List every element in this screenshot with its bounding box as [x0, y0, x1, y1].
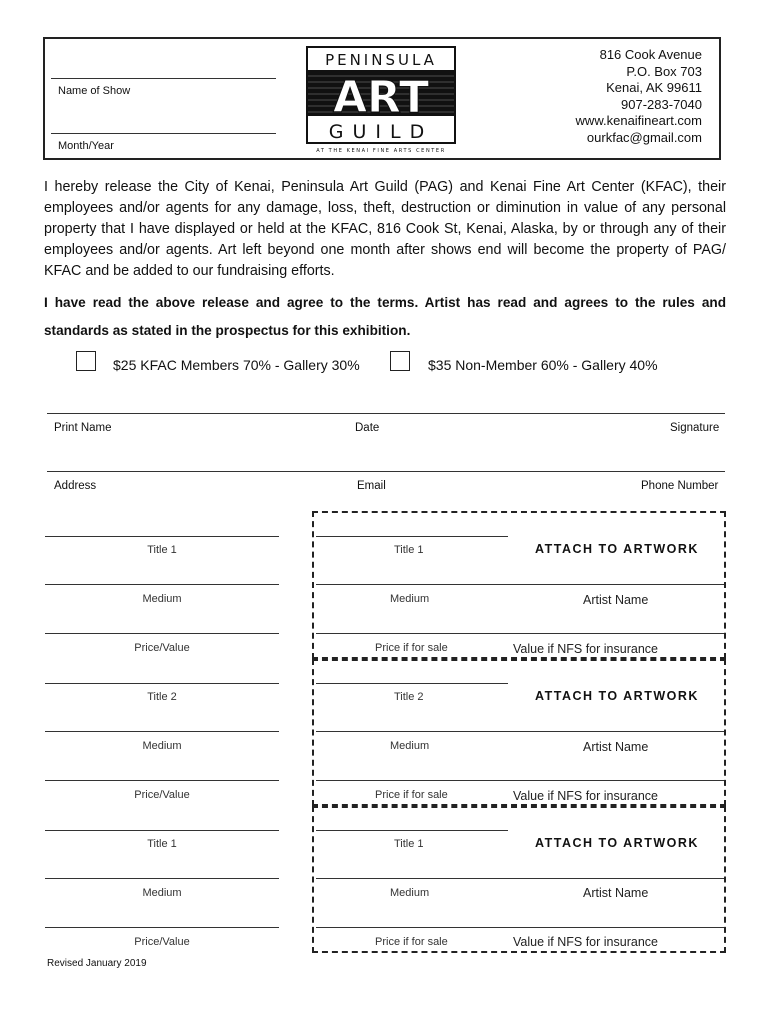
release-paragraph: I hereby release the City of Kenai, Peninsula Art Guild (PAG) and Kenai Fine Art Center (KFAC), their employees and/or agents for any damage, loss, theft, destruction or diminution in value of any personal property that I have displayed or held at the KFAC, 816 Cook St, Kenai, Alaska, by or through any of their employees and/or agents. Art left beyond one month after shows end will become the property of PAG/ KFAC and be added to our fundraising efforts. [44, 179, 726, 279]
tag-price-line[interactable] [316, 927, 724, 928]
address-website[interactable]: www.kenaifineart.com [575, 113, 702, 128]
artwork-tag [312, 659, 726, 806]
logo-line1: PENINSULA [325, 51, 437, 69]
tag-medium-label: Medium [390, 887, 430, 899]
attach-to-artwork-label: ATTACH TO ARTWORK [535, 689, 699, 703]
member-checkbox[interactable] [76, 351, 96, 371]
tag-price-label: Price if for sale [375, 936, 448, 948]
medium-label: Medium [142, 887, 182, 899]
nfs-value-label: Value if NFS for insurance [513, 935, 658, 949]
price-line[interactable] [45, 633, 279, 634]
guild-address [576, 47, 702, 146]
price-line[interactable] [45, 927, 279, 928]
artist-name-label: Artist Name [583, 740, 649, 754]
name-of-show-line[interactable] [51, 78, 276, 79]
address-city: Kenai, AK 99611 [606, 80, 702, 95]
tag-title-label: Title 1 [394, 544, 424, 556]
month-year-label: Month/Year [58, 140, 114, 152]
nfs-value-label: Value if NFS for insurance [513, 642, 658, 656]
date-label: Date [355, 422, 380, 434]
title-label: Title 2 [147, 691, 177, 703]
medium-label: Medium [142, 593, 182, 605]
phone-label: Phone Number [641, 480, 719, 492]
tag-medium-label: Medium [390, 740, 430, 752]
address-email-phone-line[interactable] [47, 471, 725, 472]
nonmember-option-label: $35 Non-Member 60% - Gallery 40% [428, 357, 658, 373]
title-label: Title 1 [147, 838, 177, 850]
tag-price-line[interactable] [316, 633, 724, 634]
tag-title-line[interactable] [316, 683, 508, 684]
attach-to-artwork-label: ATTACH TO ARTWORK [535, 836, 699, 850]
logo-tagline: AT THE KENAI FINE ARTS CENTER [316, 148, 446, 154]
tag-title-label: Title 2 [394, 691, 424, 703]
title-line[interactable] [45, 536, 279, 537]
tag-medium-line[interactable] [316, 878, 724, 879]
month-year-line[interactable] [51, 133, 276, 134]
medium-line[interactable] [45, 731, 279, 732]
price-label: Price/Value [134, 936, 190, 948]
medium-line[interactable] [45, 878, 279, 879]
attach-to-artwork-label: ATTACH TO ARTWORK [535, 542, 699, 556]
tag-price-label: Price if for sale [375, 642, 448, 654]
revision-note: Revised January 2019 [47, 958, 147, 969]
title-label: Title 1 [147, 544, 177, 556]
tag-title-label: Title 1 [394, 838, 424, 850]
name-date-signature-line[interactable] [47, 413, 725, 414]
peninsula-art-guild-logo [306, 46, 456, 154]
agreement-paragraph: I have read the above release and agree to the terms. Artist has read and agrees to the rules and standards as stated in the prospectus for this exhibition. [44, 295, 726, 338]
tag-price-line[interactable] [316, 780, 724, 781]
address-label: Address [54, 480, 97, 492]
price-label: Price/Value [134, 642, 190, 654]
tag-title-line[interactable] [316, 536, 508, 537]
artist-name-label: Artist Name [583, 886, 649, 900]
email-label: Email [357, 480, 386, 492]
medium-label: Medium [142, 740, 182, 752]
tag-title-line[interactable] [316, 830, 508, 831]
title-line[interactable] [45, 683, 279, 684]
artwork-tag [312, 806, 726, 953]
address-street: 816 Cook Avenue [599, 47, 702, 62]
tag-medium-line[interactable] [316, 584, 724, 585]
artist-name-label: Artist Name [583, 593, 649, 607]
signature-label: Signature [670, 422, 720, 434]
title-line[interactable] [45, 830, 279, 831]
name-of-show-label: Name of Show [58, 85, 131, 97]
tag-medium-line[interactable] [316, 731, 724, 732]
nfs-value-label: Value if NFS for insurance [513, 789, 658, 803]
address-pobox: P.O. Box 703 [626, 63, 702, 79]
medium-line[interactable] [45, 584, 279, 585]
price-line[interactable] [45, 780, 279, 781]
logo-line2: ART [333, 72, 429, 123]
artwork-tag [312, 511, 726, 659]
nonmember-checkbox[interactable] [390, 351, 410, 371]
address-phone: 907-283-7040 [621, 96, 702, 112]
tag-price-label: Price if for sale [375, 789, 448, 801]
tag-medium-label: Medium [390, 593, 430, 605]
print-name-label: Print Name [54, 422, 112, 434]
address-email[interactable]: ourkfac@gmail.com [586, 129, 702, 145]
member-option-label: $25 KFAC Members 70% - Gallery 30% [113, 357, 360, 373]
logo-line3: GUILD [328, 121, 434, 143]
price-label: Price/Value [134, 789, 190, 801]
